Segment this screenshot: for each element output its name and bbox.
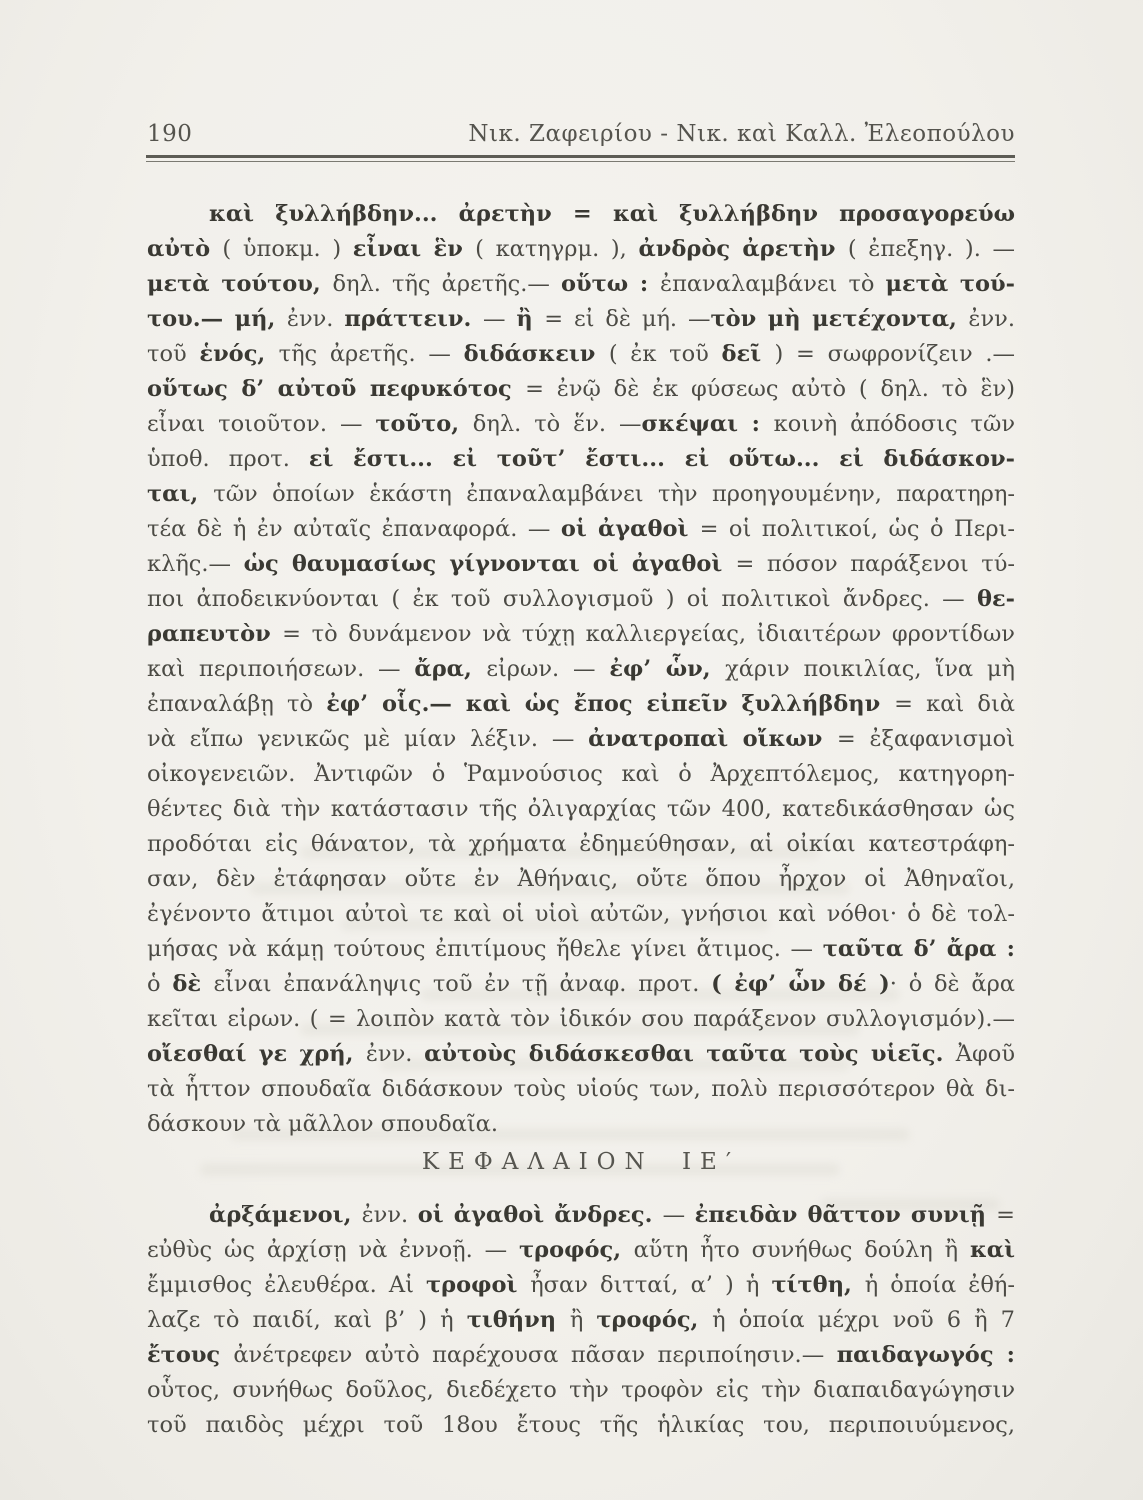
lemma-bold-run: τροφοὶ xyxy=(426,1272,531,1298)
text-run: — xyxy=(482,306,517,332)
text-run: ἐνν. xyxy=(365,1041,425,1067)
lemma-bold-run: ( ἐφ’ ὧν δέ ) xyxy=(711,971,890,997)
text-line xyxy=(147,652,1015,687)
text-line xyxy=(147,442,1015,477)
text-line xyxy=(147,1072,1015,1107)
text-line xyxy=(147,302,1015,337)
lemma-bold-run: εἶναι ἓν xyxy=(352,236,476,262)
lemma-bold-run: παιδαγωγός : xyxy=(836,1342,1015,1368)
lemma-bold-run: αὐτοὺς διδάσκεσθαι ταῦτα τοὺς υἱεῖς. xyxy=(424,1041,956,1067)
text-run: τοῦ παιδὸς μέχρι τοῦ 18ου ἔτους τῆς ἡλικίας του, περιποιυύμενος, xyxy=(147,1412,1015,1438)
text-line xyxy=(147,1002,1015,1037)
text-line xyxy=(147,372,1015,407)
text-run: ( ἐκ τοῦ xyxy=(608,341,722,367)
lemma-bold-run: ἄρα, xyxy=(414,656,487,682)
text-line xyxy=(147,792,1015,827)
lemma-bold-run: ἀνδρὸς ἀρετὴν xyxy=(638,236,848,262)
running-title: Νικ. Ζαφειρίου - Νικ. καὶ Καλλ. Ἐλεοπούλου xyxy=(468,121,1015,147)
text-run: = εἰ δὲ μή. — xyxy=(544,306,711,332)
header-rule xyxy=(146,155,1015,162)
text-line xyxy=(147,1303,1015,1338)
text-line xyxy=(147,827,1015,862)
text-run: σαν, δὲν ἐτάφησαν οὔτε ἐν Ἀθήναις, οὔτε ὅπου ἦρχον οἱ Ἀθηναῖοι, xyxy=(147,866,1015,892)
lemma-bold-run: δὲ xyxy=(172,971,214,997)
text-run: ἐνν. xyxy=(286,306,345,332)
text-run: προδόται εἰς θάνατον, τὰ χρήματα ἐδημεύθησαν, αἱ οἰκίαι κατεστράφη- xyxy=(147,831,1015,857)
text-run: νὰ εἴπω γενικῶς μὲ μίαν λέξιν. — xyxy=(147,726,589,752)
text-run: = καὶ διὰ xyxy=(894,691,1015,717)
text-run: κεῖται εἰρων. ( = λοιπὸν κατὰ τὸν ἰδικόν σου παράξενον συλλογισμόν).— xyxy=(147,1006,1015,1032)
lemma-bold-run: αὐτὸ xyxy=(147,236,223,262)
lemma-bold-run: ἢ xyxy=(516,306,545,332)
text-line xyxy=(147,897,1015,932)
text-run: = τὸ δυνάμενον νὰ τύχῃ καλλιεργείας, ἰδιαιτέρων φροντίδων xyxy=(282,621,1015,647)
text-run: τὰ ἧττον σπουδαῖα διδάσκουν τοὺς υἱούς των, πολὺ περισσότερον θὰ δι- xyxy=(147,1076,1015,1102)
lemma-bold-run: ἐφ’ ὧν, xyxy=(609,656,726,682)
text-run: ὑποθ. προτ. xyxy=(147,446,309,472)
text-line xyxy=(147,757,1015,792)
lemma-bold-run: σκέψαι : xyxy=(641,411,774,437)
text-run: = πόσον παράξενοι τύ- xyxy=(735,551,1015,577)
text-line xyxy=(147,617,1015,652)
text-line xyxy=(147,1373,1015,1408)
text-line xyxy=(147,1338,1015,1373)
text-run: ( κατηγρμ. ), xyxy=(475,236,639,262)
text-line xyxy=(147,1037,1015,1072)
text-run: μήσας νὰ κάμῃ τούτους ἐπιτίμους ἤθελε γίνει ἄτιμος. — xyxy=(147,936,823,962)
text-line xyxy=(147,582,1015,617)
lemma-bold-run: τὸν μὴ μετέχοντα, xyxy=(710,306,969,332)
text-run: τοῦ xyxy=(147,341,200,367)
text-run: αὕτη ἦτο συνήθως δούλη ἢ xyxy=(633,1237,970,1263)
text-run: ἐγένοντο ἄτιμοι αὐτοὶ τε καὶ οἱ υἱοὶ αὐτῶν, γνήσιοι καὶ νόθοι· ὁ δὲ τολ- xyxy=(147,901,1015,927)
lemma-bold-run: τροφός, xyxy=(596,1307,713,1333)
lemma-bold-run: ραπευτὸν xyxy=(147,621,283,647)
text-run: ἀνέτρεφεν αὐτὸ παρέχουσα πᾶσαν περιποίησιν.— xyxy=(233,1342,837,1368)
text-run: = ἐξαφανισμοὶ xyxy=(836,726,1015,752)
text-run: ἐπαναλαμβάνει τὸ xyxy=(660,271,886,297)
text-run: = ἐνῷ δὲ ἐκ φύσεως αὐτὸ ( δηλ. τὸ ἓν) xyxy=(525,376,1015,402)
text-run: κλῆς.— xyxy=(147,551,244,577)
text-line xyxy=(147,967,1015,1002)
text-line xyxy=(147,1268,1015,1303)
text-run: ἐνν. xyxy=(968,306,1015,332)
running-head xyxy=(147,121,1015,147)
lemma-bold-run: μετὰ τού- xyxy=(885,271,1015,297)
text-line xyxy=(147,1233,1015,1268)
text-run: τῆς ἀρετῆς. — xyxy=(278,341,464,367)
lemma-bold-run: εἰ ἔστι... εἰ τοῦτ’ ἔστι... εἰ οὕτω... εἰ διδάσκον- xyxy=(308,446,1015,472)
text-line xyxy=(147,407,1015,442)
text-run: ὁ xyxy=(147,971,173,997)
text-run: εὐθὺς ὡς ἀρχίσῃ νὰ ἐννοῇ. — xyxy=(147,1237,520,1263)
lemma-bold-run: ται, xyxy=(147,481,214,507)
lemma-bold-run: θε- xyxy=(976,586,1015,612)
text-run: ἐπαναλάβῃ τὸ xyxy=(147,691,327,717)
text-run: ( ἐπεξηγ. ). — xyxy=(847,236,1015,262)
text-run: κοινὴ ἀπόδοσις τῶν xyxy=(773,411,1015,437)
text-line xyxy=(147,1408,1015,1443)
chapter-heading: ΚΕΦΑΛΑΙΟΝ ΙΕ′ xyxy=(421,1149,741,1175)
lemma-bold-run: ἑνός, xyxy=(199,341,279,367)
text-run: εἰρων. — xyxy=(486,656,610,682)
text-run: εἶναι τοιοῦτον. — xyxy=(147,411,376,437)
lemma-bold-run: ἐφ’ οἷς.— καὶ ὡς ἔπος εἰπεῖν ξυλλήβδην xyxy=(326,691,895,717)
lemma-bold-run: πράττειν. xyxy=(344,306,483,332)
text-line xyxy=(147,1107,1015,1142)
lemma-bold-run: οἱ ἀγαθοὶ ἄνδρες. xyxy=(417,1202,663,1228)
lemma-bold-run: ταῦτα δ’ ἄρα : xyxy=(822,936,1015,962)
lemma-bold-run: τιθήνη xyxy=(466,1307,570,1333)
text-line xyxy=(147,337,1015,372)
text-run: οἰκογενειῶν. Ἀντιφῶν ὁ Ῥαμνούσιος καὶ ὁ Ἀρχεπτόλεμος, κατηγορη- xyxy=(147,761,1015,787)
paragraph xyxy=(147,1198,1015,1443)
text-run: ἦσαν διτταί, α’ ) ἡ xyxy=(530,1272,772,1298)
lemma-bold-run: του.— μή, xyxy=(147,306,287,332)
text-run: λαζε τὸ παιδί, καὶ β’ ) ἡ xyxy=(147,1307,467,1333)
lemma-bold-run: οἴεσθαί γε χρή, xyxy=(147,1041,366,1067)
lemma-bold-run: τίτθη, xyxy=(771,1272,865,1298)
paragraph xyxy=(147,197,1015,1142)
text-run: — xyxy=(662,1202,695,1228)
text-run: οὗτος, συνήθως δοῦλος, διεδέχετο τὴν τροφὸν εἰς τὴν διαπαιδαγώγησιν xyxy=(147,1377,1015,1403)
text-run: καὶ περιποιήσεων. — xyxy=(147,656,415,682)
text-run: ποι ἀποδεικνύονται ( ἐκ τοῦ συλλογισμοῦ ) οἱ πολιτικοὶ ἄνδρες. — xyxy=(147,586,977,612)
text-run: ) = σωφρονίζειν .— xyxy=(774,341,1015,367)
lemma-bold-run: ἀνατροπαὶ οἴκων xyxy=(588,726,837,752)
lemma-bold-run: καὶ ξυλλήβδην... ἀρετὴν = καὶ ξυλλήβδην προσαγορεύω xyxy=(209,201,1015,227)
text-run: = οἱ πολιτικοί, ὡς ὁ Περι- xyxy=(699,516,1015,542)
lemma-bold-run: μετὰ τούτου, xyxy=(147,271,333,297)
lemma-bold-run: δεῖ xyxy=(721,341,775,367)
text-run: ἡ ὁποία ἐθή- xyxy=(864,1272,1015,1298)
text-run: δηλ. τῆς ἀρετῆς.— xyxy=(332,271,561,297)
text-line xyxy=(147,477,1015,512)
text-run: ( ὑποκμ. ) xyxy=(222,236,353,262)
text-line xyxy=(147,197,1015,232)
lemma-bold-run: οἱ ἀγαθοὶ xyxy=(560,516,700,542)
text-line xyxy=(147,687,1015,722)
text-line xyxy=(147,932,1015,967)
text-run: τέα δὲ ἡ ἐν αὐταῖς ἐπαναφορά. — xyxy=(147,516,561,542)
text-line xyxy=(147,232,1015,267)
text-run: ἔμμισθος ἐλευθέρα. Αἱ xyxy=(147,1272,427,1298)
text-run: ἡ ὁποία μέχρι νοῦ 6 ἢ 7 xyxy=(712,1307,1015,1333)
lemma-bold-run: οὕτως δ’ αὐτοῦ πεφυκότος xyxy=(147,376,526,402)
text-run: εἶναι ἐπανάληψις τοῦ ἐν τῇ ἀναφ. προτ. xyxy=(213,971,712,997)
text-line xyxy=(147,722,1015,757)
text-run: θέντες διὰ τὴν κατάστασιν τῆς ὀλιγαρχίας τῶν 400, κατεδικάσθησαν ὡς xyxy=(147,796,1015,822)
page-number: 190 xyxy=(147,121,193,147)
text-run: χάριν ποικιλίας, ἵνα μὴ xyxy=(725,656,1015,682)
lemma-bold-run: ἀρξάμενοι, xyxy=(209,1202,362,1228)
text-line xyxy=(147,862,1015,897)
text-run: Ἀφοῦ xyxy=(955,1041,1015,1067)
text-run: ἢ xyxy=(569,1307,597,1333)
lemma-bold-run: οὕτω : xyxy=(560,271,660,297)
text-line xyxy=(147,267,1015,302)
lemma-bold-run: ὡς θαυμασίως γίγνονται οἱ ἀγαθοὶ xyxy=(243,551,736,577)
lemma-bold-run: ἐπειδὰν θᾶττον συνιῇ xyxy=(694,1202,997,1228)
text-run: = xyxy=(996,1202,1015,1228)
lemma-bold-run: καὶ xyxy=(969,1237,1015,1263)
lemma-bold-run: τροφός, xyxy=(519,1237,634,1263)
text-run: · ὁ δὲ ἄρα xyxy=(889,971,1015,997)
lemma-bold-run: τοῦτο, xyxy=(375,411,473,437)
text-block xyxy=(147,197,1015,1443)
text-run: τῶν ὁποίων ἑκάστη ἐπαναλαμβάνει τὴν προηγουμένην, παρατηρη- xyxy=(213,481,1015,507)
text-run: δάσκουν τὰ μᾶλλον σπουδαῖα. xyxy=(147,1111,499,1137)
text-line xyxy=(147,1198,1015,1233)
lemma-bold-run: ἔτους xyxy=(147,1342,234,1368)
lemma-bold-run: διδάσκειν xyxy=(463,341,609,367)
text-run: δηλ. τὸ ἕν. — xyxy=(472,411,642,437)
text-run: ἐνν. xyxy=(361,1202,418,1228)
text-line xyxy=(147,512,1015,547)
text-line xyxy=(147,547,1015,582)
